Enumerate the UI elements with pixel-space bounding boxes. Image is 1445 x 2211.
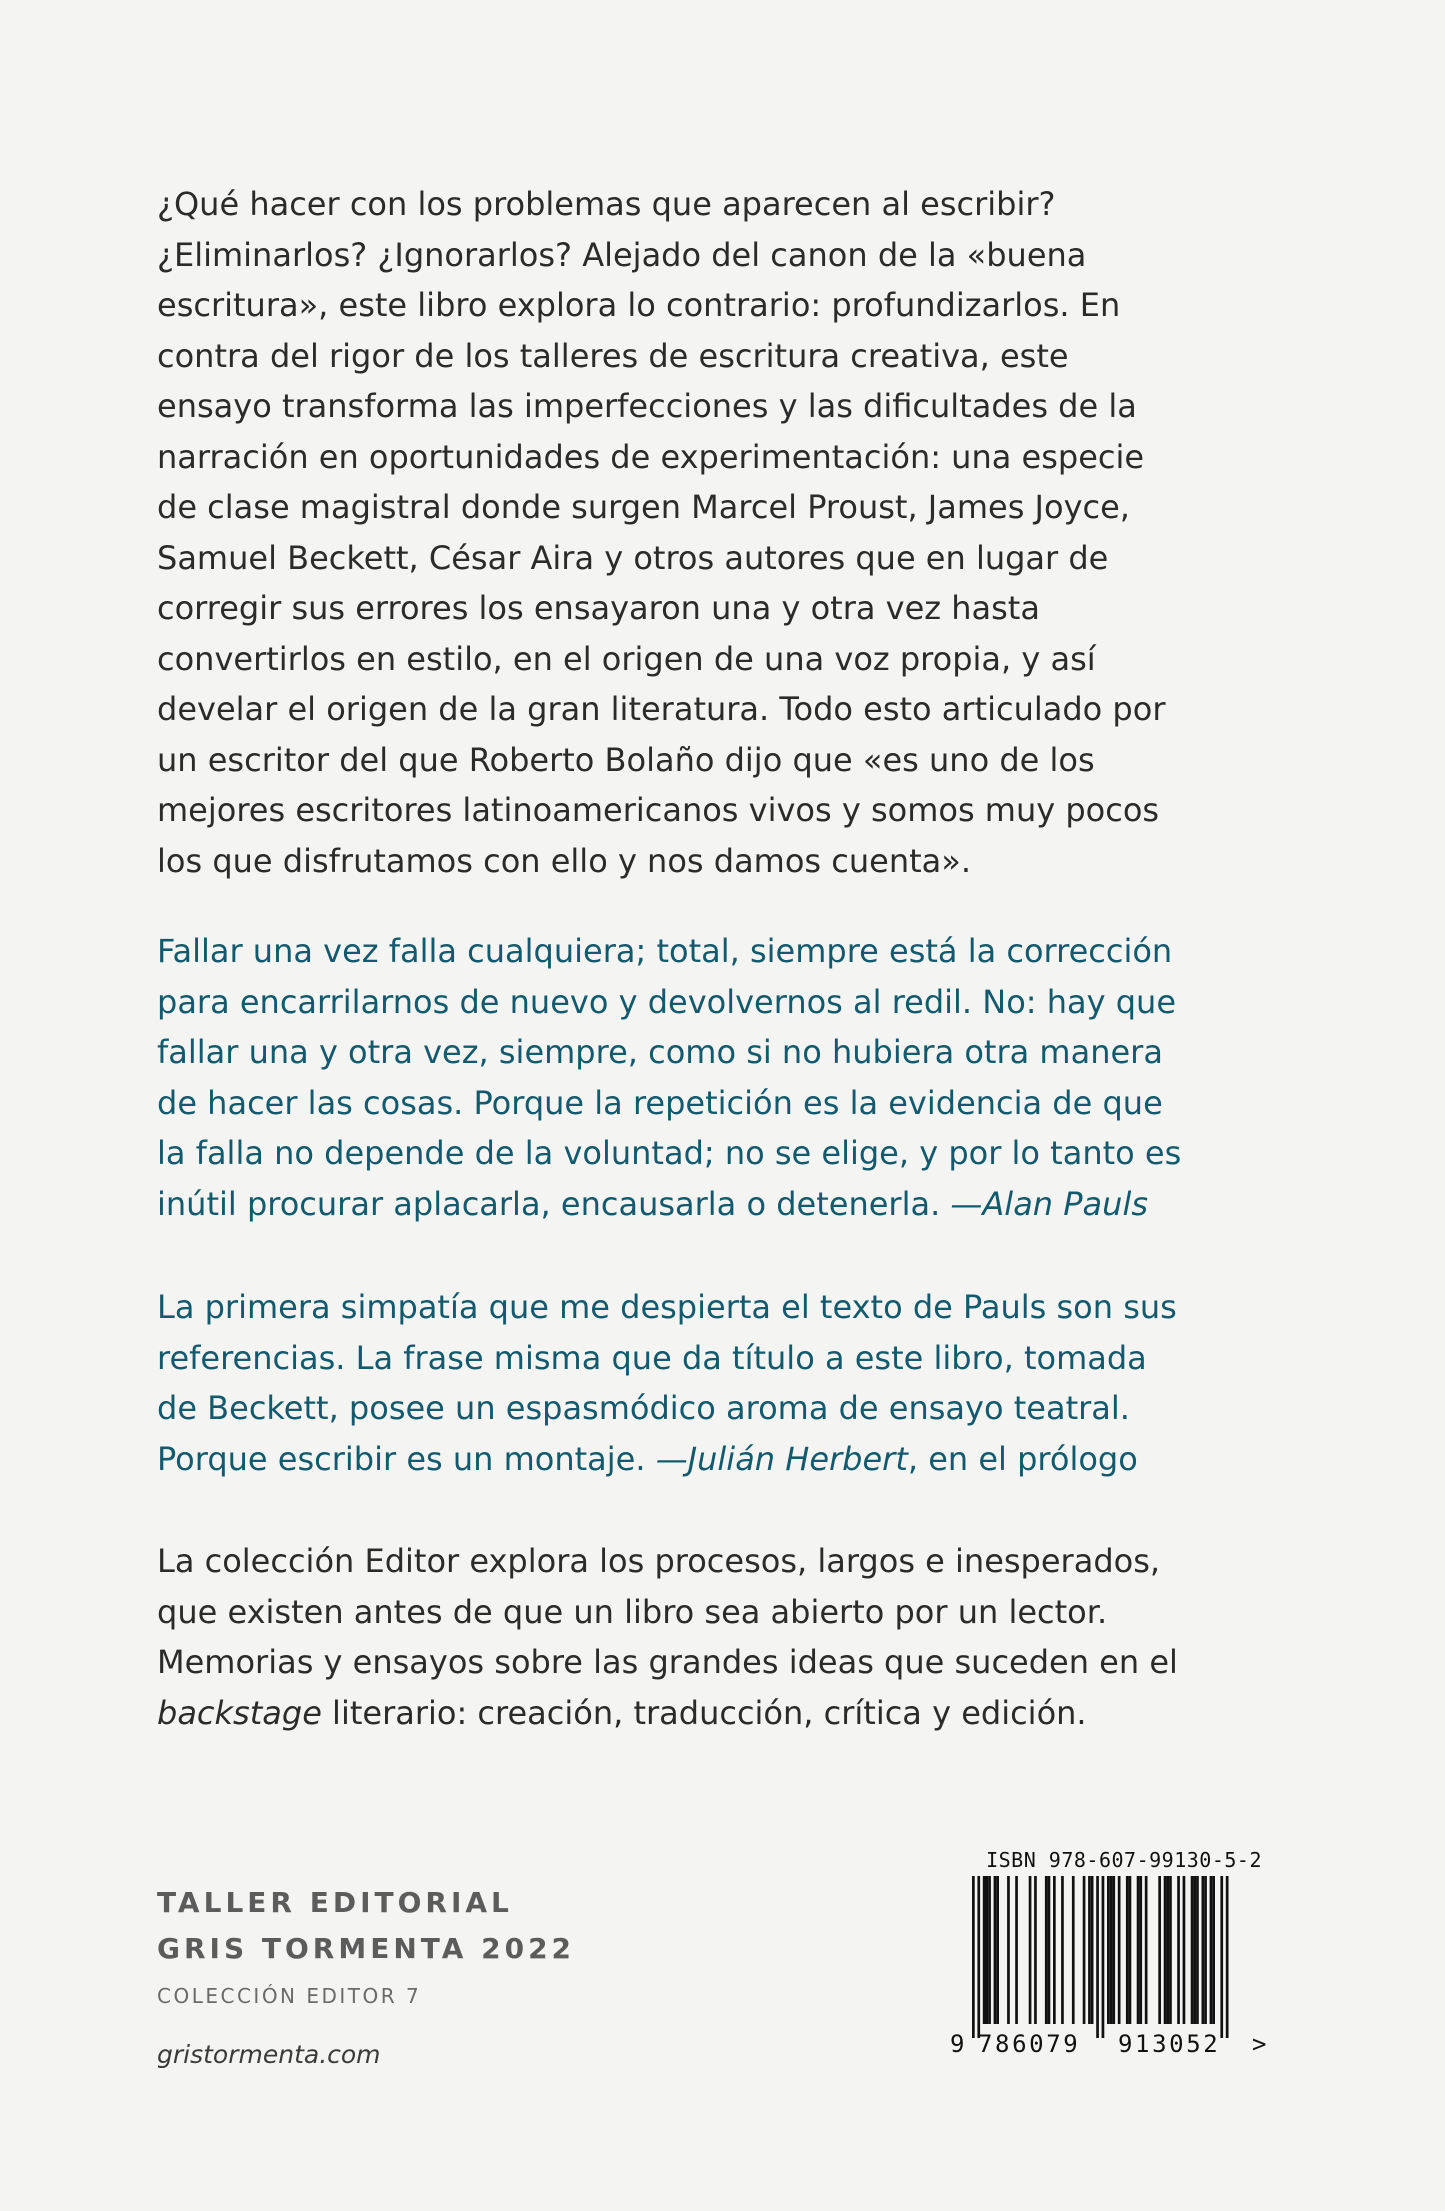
description-line: ensayo transforma las imperfecciones y las dificultades de la bbox=[157, 387, 1137, 425]
quote-text: inútil procurar aplacarla, encausarla o detenerla. bbox=[157, 1184, 951, 1223]
barcode-bar bbox=[1169, 1876, 1172, 2024]
barcode-bar bbox=[1126, 1876, 1129, 2024]
quote-julian-herbert bbox=[157, 1282, 1177, 1484]
barcode-quiet-zone-marker: > bbox=[1252, 2030, 1267, 2058]
barcode-guard-bar bbox=[977, 1876, 980, 2038]
collection-line: que existen antes de que un libro sea abierto por un lector. bbox=[157, 1592, 1108, 1631]
collection-line: La colección Editor explora los procesos, largos e inesperados, bbox=[157, 1542, 1161, 1580]
barcode-bar bbox=[1166, 1876, 1169, 2024]
description-line: contra del rigor de los talleres de escritura creativa, este bbox=[157, 336, 1069, 375]
description-line: ¿Eliminarlos? ¿Ignorarlos? Alejado del canon de la «buena bbox=[157, 235, 1087, 274]
isbn-barcode bbox=[950, 1848, 1270, 2068]
barcode-bar bbox=[1139, 1876, 1142, 2024]
barcode-bar bbox=[1193, 1876, 1196, 2024]
barcode-bar bbox=[1158, 1876, 1161, 2024]
barcode-bar bbox=[1107, 1876, 1110, 2024]
barcode-bar bbox=[1204, 1876, 1207, 2024]
quote-last-line bbox=[157, 1434, 1177, 1485]
description-line: corregir sus errores los ensayaron una y otra vez hasta bbox=[157, 589, 1040, 627]
description-line: un escritor del que Roberto Bolaño dijo que «es uno de los bbox=[157, 740, 1095, 779]
barcode-bar bbox=[986, 1876, 989, 2024]
barcode-bar bbox=[1145, 1876, 1148, 2024]
barcode-bar bbox=[1110, 1876, 1113, 2024]
barcode-bar bbox=[1072, 1876, 1075, 2024]
collection-paragraph bbox=[157, 1536, 1178, 1738]
publisher-name-line-1: TALLER EDITORIAL bbox=[157, 1886, 513, 1919]
barcode-bar bbox=[1029, 1876, 1032, 2024]
barcode-bar bbox=[1112, 1876, 1115, 2024]
description-line: Samuel Beckett, César Aira y otros autores que en lugar de bbox=[157, 538, 1109, 577]
barcode-guard-bar bbox=[1102, 1876, 1105, 2038]
barcode-guard-bar bbox=[1096, 1876, 1099, 2038]
barcode-bar bbox=[1202, 1876, 1205, 2024]
description-line: convertirlos en estilo, en el origen de una voz propia, y así bbox=[157, 639, 1096, 678]
quote-line: La primera simpatía que me despierta el texto de Pauls son sus bbox=[157, 1288, 1177, 1326]
barcode-bar bbox=[1083, 1876, 1086, 2024]
collection-last-line bbox=[157, 1688, 1178, 1739]
quote-line: de hacer las cosas. Porque la repetición es la evidencia de que bbox=[157, 1083, 1163, 1122]
collection-text: literario: creación, traducción, crítica y edición. bbox=[321, 1693, 1087, 1732]
barcode-digit-group-left: 786079 bbox=[978, 2030, 1081, 2058]
description-line: mejores escritores latinoamericanos vivos y somos muy pocos bbox=[157, 791, 1160, 829]
barcode-bar bbox=[1177, 1876, 1180, 2024]
quote-attribution: —Alan Pauls bbox=[950, 1184, 1148, 1223]
barcode-bar bbox=[1015, 1876, 1018, 2024]
description-line: los que disfrutamos con ello y nos damos cuenta». bbox=[157, 841, 972, 880]
barcode-bar bbox=[1118, 1876, 1121, 2024]
description-line: escritura», este libro explora lo contrario: profundizarlos. En bbox=[157, 286, 1121, 324]
barcode-guard-bar bbox=[1226, 1876, 1229, 2038]
quote-line: fallar una y otra vez, siempre, como si no hubiera otra manera bbox=[157, 1033, 1163, 1071]
quote-alan-pauls bbox=[157, 926, 1181, 1229]
description-line: develar el origen de la gran literatura. Todo esto articulado por bbox=[157, 690, 1166, 728]
barcode-bar bbox=[983, 1876, 986, 2024]
barcode-bar bbox=[1034, 1876, 1037, 2024]
barcode-bar bbox=[1183, 1876, 1186, 2024]
barcode-bar bbox=[1091, 1876, 1094, 2024]
barcode-bar bbox=[1061, 1876, 1064, 2024]
barcode-bars bbox=[950, 1876, 1262, 2046]
barcode-bar bbox=[1048, 1876, 1051, 2024]
collection-label: COLECCIÓN EDITOR 7 bbox=[157, 1984, 422, 2008]
description-paragraph bbox=[157, 179, 1165, 886]
description-line: narración en oportunidades de experimentación: una especie bbox=[157, 437, 1145, 476]
barcode-bar bbox=[1137, 1876, 1140, 2024]
description-line: de clase magistral donde surgen Marcel Proust, James Joyce, bbox=[157, 488, 1130, 526]
quote-line: la falla no depende de la voluntad; no se elige, y por lo tanto es bbox=[157, 1134, 1182, 1172]
barcode-bar bbox=[1045, 1876, 1048, 2024]
quote-line: de Beckett, posee un espasmódico aroma de ensayo teatral. bbox=[157, 1389, 1130, 1427]
barcode-bar bbox=[996, 1876, 999, 2024]
barcode-bar bbox=[1196, 1876, 1199, 2024]
barcode-bar bbox=[1053, 1876, 1056, 2024]
barcode-bar bbox=[1007, 1876, 1010, 2024]
barcode-bar bbox=[1210, 1876, 1213, 2024]
barcode-bar bbox=[988, 1876, 991, 2024]
backstage-term: backstage bbox=[157, 1693, 322, 1732]
barcode-bar bbox=[1191, 1876, 1194, 2024]
barcode-guard-bar bbox=[1220, 1876, 1223, 2038]
barcode-digit-lead: 9 bbox=[950, 2030, 965, 2058]
barcode-bar bbox=[1164, 1876, 1167, 2024]
quote-attribution-suffix: , en el prólogo bbox=[907, 1439, 1138, 1478]
quote-text: Porque escribir es un montaje. bbox=[157, 1439, 656, 1478]
barcode-digit-group-right: 913052 bbox=[1118, 2030, 1221, 2058]
publisher-website: gristormenta.com bbox=[157, 2040, 381, 2069]
publisher-name-line-2: GRIS TORMENTA 2022 bbox=[157, 1932, 576, 1965]
collection-line: Memorias y ensayos sobre las grandes ideas que suceden en el bbox=[157, 1643, 1178, 1681]
quote-line: para encarrilarnos de nuevo y devolvernos al redil. No: hay que bbox=[157, 982, 1177, 1021]
barcode-guard-bar bbox=[972, 1876, 975, 2038]
barcode-bar bbox=[1088, 1876, 1091, 2024]
barcode-bar bbox=[1129, 1876, 1132, 2024]
barcode-bar bbox=[1212, 1876, 1215, 2024]
description-line: ¿Qué hacer con los problemas que aparecen al escribir? bbox=[157, 185, 1056, 223]
barcode-bar bbox=[994, 1876, 997, 2024]
quote-last-line bbox=[157, 1179, 1181, 1230]
quote-line: referencias. La frase misma que da título a este libro, tomada bbox=[157, 1338, 1147, 1377]
isbn-label: ISBN 978-607-99130-5-2 bbox=[986, 1848, 1262, 1872]
quote-attribution: —Julián Herbert bbox=[655, 1439, 908, 1478]
quote-line: Fallar una vez falla cualquiera; total, siempre está la corrección bbox=[157, 932, 1173, 970]
